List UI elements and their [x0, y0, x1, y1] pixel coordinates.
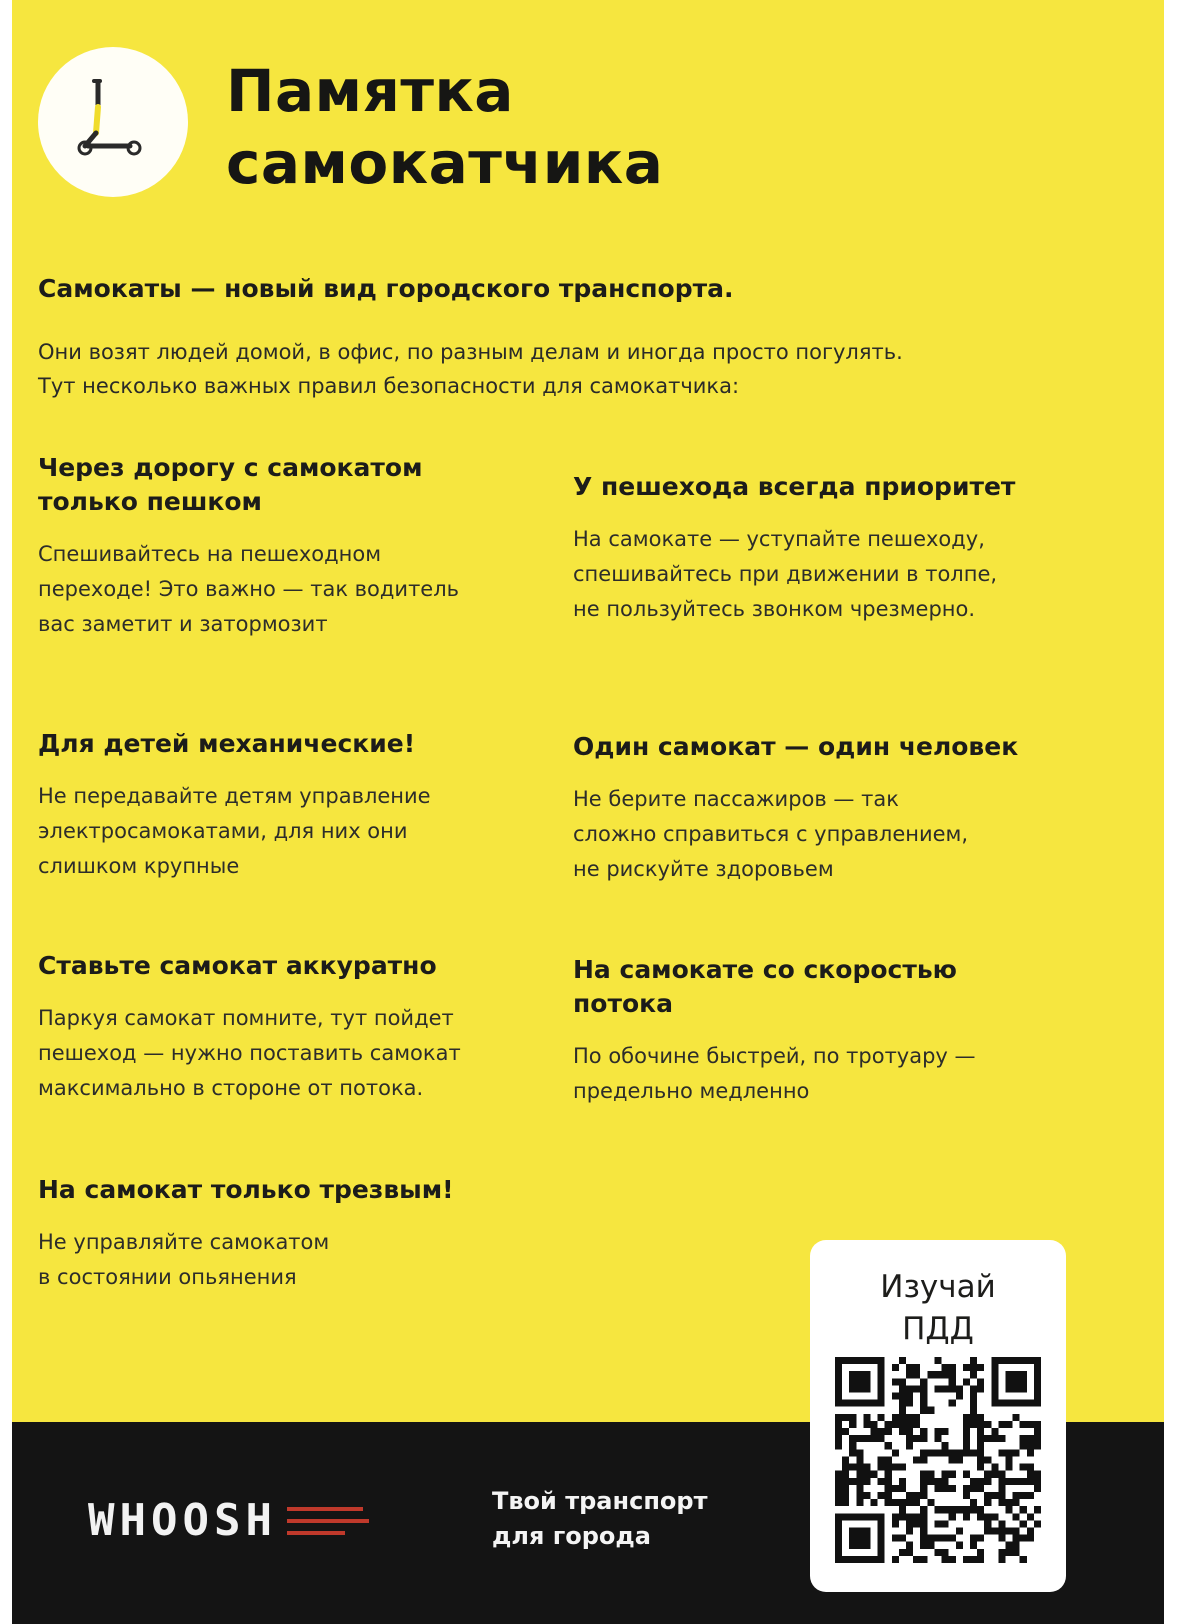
brand-name: WHOOSH [88, 1495, 277, 1546]
rule-text-line: не пользуйтесь звонком чрезмерно. [573, 597, 976, 621]
rule-text [38, 1225, 598, 1295]
rule-text-line: слишком крупные [38, 854, 240, 878]
rule-title-line: Один самокат — один человек [573, 732, 1019, 761]
rule-text [573, 522, 1153, 627]
intro-line: Тут несколько важных правил безопасности для самокатчика: [38, 374, 740, 398]
rule-text-line: По обочине быстрей, по тротуару — [573, 1044, 976, 1068]
rule-title [38, 727, 558, 761]
rule-text-line: максимально в стороне от потока. [38, 1076, 424, 1100]
rule-park-carefully [38, 949, 568, 1106]
rule-flow-speed [573, 953, 1153, 1109]
rule-text [38, 1001, 568, 1106]
intro-text [38, 335, 1118, 403]
rule-text-line: спешивайтесь при движении в толпе, [573, 562, 998, 586]
intro-line: Они возят людей домой, в офис, по разным делам и иногда просто погулять. [38, 340, 903, 364]
rule-text-line: предельно медленно [573, 1079, 810, 1103]
rule-text-line: Паркуя самокат помните, тут пойдет [38, 1006, 454, 1030]
qr-code-icon[interactable] [835, 1357, 1041, 1563]
rule-title [38, 451, 558, 519]
title-line-1: Памятка [226, 57, 514, 125]
rule-title-line: Ставьте самокат аккуратно [38, 951, 437, 980]
rule-title-line: Через дорогу с самокатом [38, 453, 423, 482]
scooter-logo [38, 47, 188, 197]
rule-text-line: Спешивайтесь на пешеходном [38, 542, 382, 566]
rule-title [573, 953, 1153, 1021]
qr-caption-line: Изучай [880, 1269, 996, 1305]
rule-text-line: электросамокатами, для них они [38, 819, 408, 843]
rule-text-line: вас заметит и затормозит [38, 612, 328, 636]
qr-card [810, 1240, 1066, 1592]
rule-title-line: только пешком [38, 487, 262, 516]
rule-text [38, 779, 558, 884]
rule-text-line: не рискуйте здоровьем [573, 857, 834, 881]
rule-title [38, 949, 568, 983]
rule-title-line: На самокате со скоростью [573, 955, 957, 984]
rule-text-line: На самокате — уступайте пешеходу, [573, 527, 985, 551]
rule-title-line: Для детей механические! [38, 729, 416, 758]
intro-lead: Самокаты — новый вид городского транспорта. [38, 274, 734, 303]
rule-title-line: У пешехода всегда приоритет [573, 472, 1016, 501]
qr-caption-line: ПДД [902, 1311, 974, 1347]
rule-one-rider [573, 730, 1153, 887]
rule-text [38, 537, 558, 642]
tagline-line: для города [492, 1522, 651, 1550]
flyer-sheet [12, 0, 1164, 1624]
rule-text-line: в состоянии опьянения [38, 1265, 297, 1289]
rule-text-line: Не управляйте самокатом [38, 1230, 330, 1254]
page-title [226, 55, 663, 199]
tagline [492, 1484, 707, 1554]
title-line-2: самокатчика [226, 129, 664, 197]
rule-text [573, 1039, 1153, 1109]
rule-text-line: сложно справиться с управлением, [573, 822, 969, 846]
scooter-icon [38, 47, 188, 197]
rule-title [38, 1173, 598, 1207]
qr-caption [810, 1266, 1066, 1350]
tagline-line: Твой транспорт [492, 1487, 708, 1515]
rule-text-line: переходе! Это важно — так водитель [38, 577, 460, 601]
rule-cross-road-on-foot [38, 451, 558, 642]
rule-text-line: Не передавайте детям управление [38, 784, 431, 808]
rule-title-line: потока [573, 989, 673, 1018]
rule-ride-sober [38, 1173, 598, 1295]
whoosh-logo [88, 1495, 369, 1546]
rule-title [573, 730, 1153, 764]
rule-title-line: На самокат только трезвым! [38, 1175, 454, 1204]
rule-text [573, 782, 1153, 887]
rule-text-line: пешеход — нужно поставить самокат [38, 1041, 461, 1065]
rule-title [573, 470, 1153, 504]
rule-pedestrian-priority [573, 470, 1153, 627]
rule-kids-mechanical [38, 727, 558, 884]
rule-text-line: Не берите пассажиров — так [573, 787, 899, 811]
speed-lines-icon [287, 1501, 369, 1541]
